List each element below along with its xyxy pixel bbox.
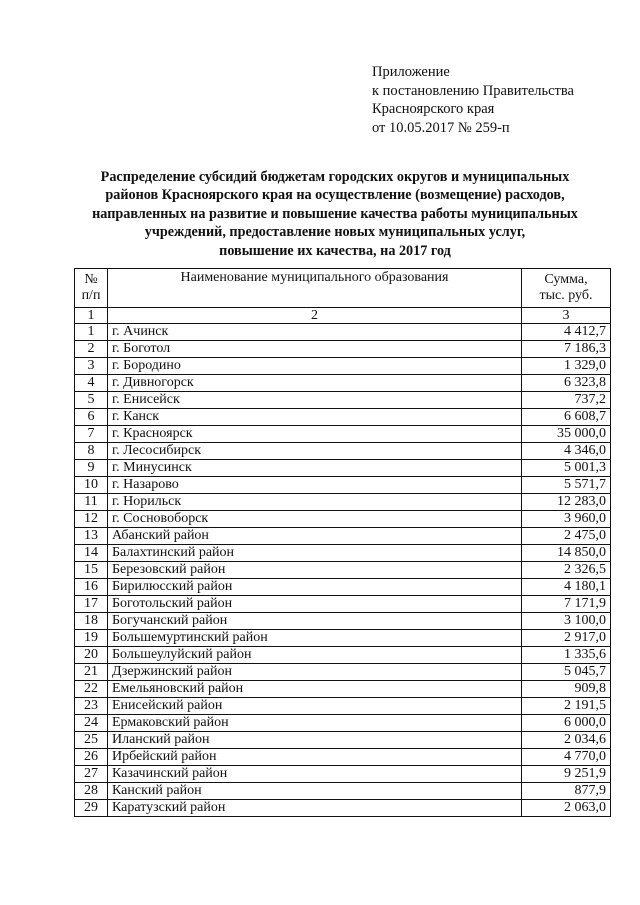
- row-number: 25: [75, 732, 108, 749]
- municipality-name: г. Боготол: [108, 341, 522, 358]
- subsidy-table: [74, 268, 611, 817]
- table-row: [75, 375, 611, 392]
- header-name-text: Наименование муниципального образования: [180, 270, 449, 285]
- header-number: [75, 269, 108, 308]
- column-index: 1: [75, 308, 108, 324]
- row-number: 8: [75, 443, 108, 460]
- subsidy-amount: 2 191,5: [522, 698, 611, 715]
- column-index: 2: [108, 308, 522, 324]
- municipality-name: Бирилюсский район: [108, 579, 522, 596]
- table-row: [75, 392, 611, 409]
- row-number: 4: [75, 375, 108, 392]
- municipality-name: Ирбейский район: [108, 749, 522, 766]
- row-number: 7: [75, 426, 108, 443]
- table-row: [75, 528, 611, 545]
- subsidy-amount: 2 917,0: [522, 630, 611, 647]
- row-number: 16: [75, 579, 108, 596]
- title-line: учреждений, предоставление новых муниципальных услуг,: [144, 224, 526, 241]
- row-number: 1: [75, 324, 108, 341]
- table-row: [75, 732, 611, 749]
- municipality-name: Абанский район: [108, 528, 522, 545]
- table-header-row: [75, 269, 611, 308]
- row-number: 26: [75, 749, 108, 766]
- municipality-name: г. Лесосибирск: [108, 443, 522, 460]
- row-number: 17: [75, 596, 108, 613]
- table-row: [75, 698, 611, 715]
- row-number: 28: [75, 783, 108, 800]
- appendix-line: Красноярского края: [372, 101, 495, 117]
- row-number: 9: [75, 460, 108, 477]
- municipality-name: Канский район: [108, 783, 522, 800]
- municipality-name: Балахтинский район: [108, 545, 522, 562]
- municipality-name: г. Канск: [108, 409, 522, 426]
- document-title: [60, 168, 610, 260]
- municipality-name: г. Бородино: [108, 358, 522, 375]
- table-row: [75, 749, 611, 766]
- municipality-name: г. Назарово: [108, 477, 522, 494]
- row-number: 23: [75, 698, 108, 715]
- table-row: [75, 647, 611, 664]
- table-row: [75, 494, 611, 511]
- subsidy-amount: 9 251,9: [522, 766, 611, 783]
- appendix-line: к постановлению Правительства: [372, 82, 574, 99]
- row-number: 5: [75, 392, 108, 409]
- subsidy-amount: 1 335,6: [522, 647, 611, 664]
- row-number: 2: [75, 341, 108, 358]
- table-row: [75, 681, 611, 698]
- header-sum-line2: тыс. руб.: [539, 288, 593, 303]
- municipality-name: г. Енисейск: [108, 392, 522, 409]
- table-row: [75, 409, 611, 426]
- appendix-line: от 10.05.2017 № 259-п: [372, 119, 510, 136]
- municipality-name: г. Дивногорск: [108, 375, 522, 392]
- municipality-name: Большеулуйский район: [108, 647, 522, 664]
- appendix-line: Приложение: [372, 64, 450, 80]
- table-row: [75, 562, 611, 579]
- header-number-line2: п/п: [81, 288, 101, 303]
- municipality-name: Дзержинский район: [108, 664, 522, 681]
- subsidy-amount: 2 034,6: [522, 732, 611, 749]
- subsidy-amount: 2 326,5: [522, 562, 611, 579]
- column-index: 3: [522, 308, 611, 324]
- subsidy-amount: 6 323,8: [522, 375, 611, 392]
- row-number: 27: [75, 766, 108, 783]
- municipality-name: Боготольский район: [108, 596, 522, 613]
- table-row: [75, 426, 611, 443]
- subsidy-amount: 737,2: [522, 392, 611, 409]
- subsidy-amount: 5 571,7: [522, 477, 611, 494]
- subsidy-amount: 877,9: [522, 783, 611, 800]
- row-number: 29: [75, 800, 108, 817]
- row-number: 14: [75, 545, 108, 562]
- subsidy-amount: 2 475,0: [522, 528, 611, 545]
- title-line: Распределение субсидий бюджетам городских округов и муниципальных: [100, 169, 570, 185]
- table-row: [75, 783, 611, 800]
- municipality-name: г. Красноярск: [108, 426, 522, 443]
- row-number: 20: [75, 647, 108, 664]
- municipality-name: Енисейский район: [108, 698, 522, 715]
- table-row: [75, 800, 611, 817]
- municipality-name: Березовский район: [108, 562, 522, 579]
- municipality-name: Емельяновский район: [108, 681, 522, 698]
- row-number: 19: [75, 630, 108, 647]
- header-sum: [522, 269, 611, 308]
- header-sum-line1: Сумма,: [544, 271, 588, 287]
- table-row: [75, 715, 611, 732]
- row-number: 11: [75, 494, 108, 511]
- table-row: [75, 579, 611, 596]
- table-row: [75, 545, 611, 562]
- header-name: [108, 269, 522, 308]
- row-number: 24: [75, 715, 108, 732]
- subsidy-amount: 6 608,7: [522, 409, 611, 426]
- table-row: [75, 324, 611, 341]
- row-number: 21: [75, 664, 108, 681]
- subsidy-amount: 5 045,7: [522, 664, 611, 681]
- municipality-name: г. Норильск: [108, 494, 522, 511]
- subsidy-amount: 5 001,3: [522, 460, 611, 477]
- subsidy-amount: 909,8: [522, 681, 611, 698]
- municipality-name: Иланский район: [108, 732, 522, 749]
- municipality-name: Богучанский район: [108, 613, 522, 630]
- subsidy-amount: 7 186,3: [522, 341, 611, 358]
- header-number-line1: №: [84, 271, 98, 287]
- subsidy-amount: 4 412,7: [522, 324, 611, 341]
- table-row: [75, 613, 611, 630]
- table-row: [75, 766, 611, 783]
- table-row: [75, 358, 611, 375]
- column-index-row: [75, 308, 611, 324]
- subsidy-amount: 3 960,0: [522, 511, 611, 528]
- subsidy-amount: 35 000,0: [522, 426, 611, 443]
- table-row: [75, 341, 611, 358]
- row-number: 10: [75, 477, 108, 494]
- table-row: [75, 664, 611, 681]
- municipality-name: Ермаковский район: [108, 715, 522, 732]
- row-number: 18: [75, 613, 108, 630]
- subsidy-amount: 1 329,0: [522, 358, 611, 375]
- subsidy-amount: 4 770,0: [522, 749, 611, 766]
- table-body: [75, 324, 611, 817]
- title-line: направленных на развитие и повышение качества работы муниципальных: [92, 205, 578, 222]
- table-row: [75, 596, 611, 613]
- table-row: [75, 630, 611, 647]
- table-row: [75, 443, 611, 460]
- row-number: 15: [75, 562, 108, 579]
- subsidy-amount: 2 063,0: [522, 800, 611, 817]
- subsidy-amount: 6 000,0: [522, 715, 611, 732]
- subsidy-amount: 4 180,1: [522, 579, 611, 596]
- municipality-name: Каратузский район: [108, 800, 522, 817]
- municipality-name: г. Ачинск: [108, 324, 522, 341]
- title-line: районов Красноярского края на осуществление (возмещение) расходов,: [105, 187, 565, 204]
- municipality-name: Казачинский район: [108, 766, 522, 783]
- table-row: [75, 477, 611, 494]
- row-number: 6: [75, 409, 108, 426]
- subsidy-amount: 7 171,9: [522, 596, 611, 613]
- subsidy-amount: 4 346,0: [522, 443, 611, 460]
- subsidy-amount: 12 283,0: [522, 494, 611, 511]
- row-number: 13: [75, 528, 108, 545]
- subsidy-amount: 3 100,0: [522, 613, 611, 630]
- municipality-name: Большемуртинский район: [108, 630, 522, 647]
- municipality-name: г. Минусинск: [108, 460, 522, 477]
- title-line: повышение их качества, на 2017 год: [219, 242, 451, 259]
- table-row: [75, 460, 611, 477]
- municipality-name: г. Сосновоборск: [108, 511, 522, 528]
- subsidy-amount: 14 850,0: [522, 545, 611, 562]
- row-number: 12: [75, 511, 108, 528]
- appendix-reference: [372, 63, 574, 137]
- table-row: [75, 511, 611, 528]
- row-number: 3: [75, 358, 108, 375]
- row-number: 22: [75, 681, 108, 698]
